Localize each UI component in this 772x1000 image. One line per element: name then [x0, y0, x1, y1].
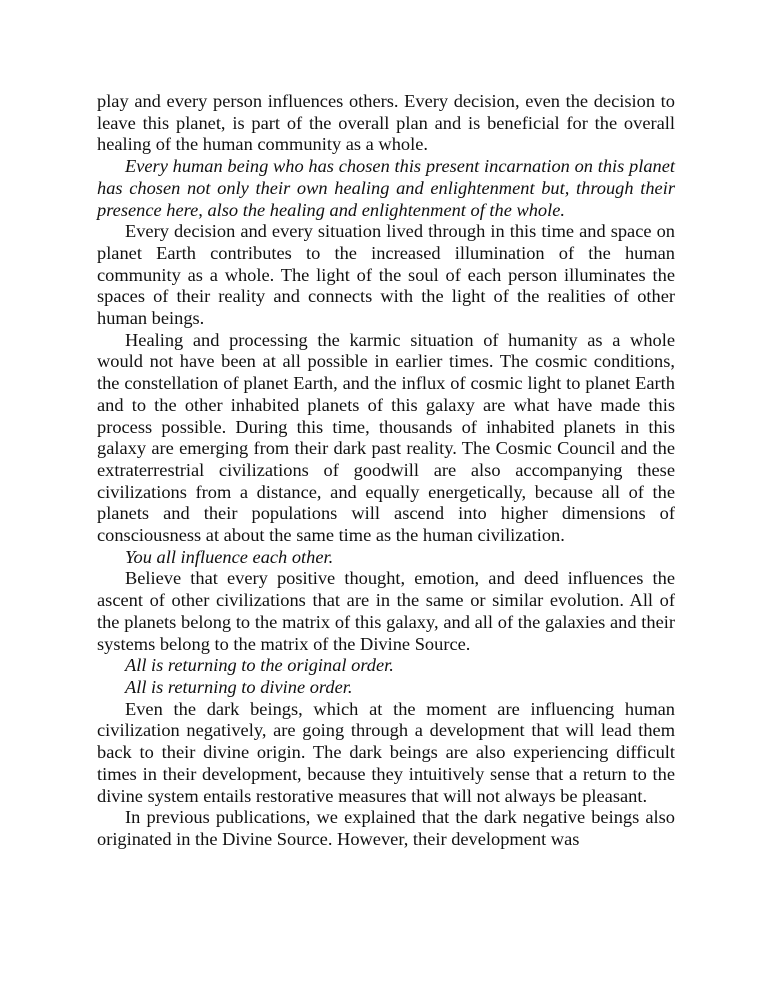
- paragraph-8-italic: All is returning to divine order.: [125, 676, 353, 697]
- paragraph-5-italic: You all influence each other.: [125, 546, 334, 567]
- paragraph-6: Believe that every positive thought, emotion, and deed influences the ascent of other civilizations that are in the same or similar evolution. All of the planets belong to the matrix of this galaxy, and all of the galaxies and their systems belong to the matrix of the Divine Source.: [97, 568, 675, 654]
- paragraph-9: Even the dark beings, which at the moment are influencing human civilization negatively, are going through a development that will lead them back to their divine origin. The dark beings are also experiencing difficult times in their development, because they intuitively sense that a return to the divine system entails restorative measures that will not always be pleasant.: [97, 698, 675, 806]
- paragraph-4: Healing and processing the karmic situation of humanity as a whole would not have been at all possible in earlier times. The cosmic conditions, the constellation of planet Earth, and the influx of cosmic light to planet Earth and to the other inhabited planets of this galaxy are what have made this process possible. During this time, thousands of inhabited planets in this galaxy are emerging from their dark past reality. The Cosmic Council and the extraterrestrial civilizations of goodwill are also accompanying these civilizations from a distance, and equally energetically, because all of the planets and their populations will ascend into higher dimensions of consciousness at about the same time as the human civilization.: [97, 329, 675, 546]
- paragraph-7-italic: All is returning to the original order.: [125, 655, 394, 676]
- document-page: [97, 91, 675, 851]
- paragraph-2-italic: Every human being who has chosen this present incarnation on this planet has chosen not only their own healing and enlightenment but, through their presence here, also the healing and enlightenment of the whole.: [97, 156, 675, 220]
- paragraph-10: In previous publications, we explained that the dark negative beings also originated in the Divine Source. However, their development was: [97, 807, 675, 849]
- paragraph-3: Every decision and every situation lived through in this time and space on planet Earth contributes to the increased illumination of the human community as a whole. The light of the soul of each person illuminates the spaces of their reality and connects with the light of the realities of other human beings.: [97, 221, 675, 329]
- paragraph-1: play and every person influences others. Every decision, even the decision to leave this planet, is part of the overall plan and is beneficial for the overall healing of the human community as a whole.: [97, 91, 675, 155]
